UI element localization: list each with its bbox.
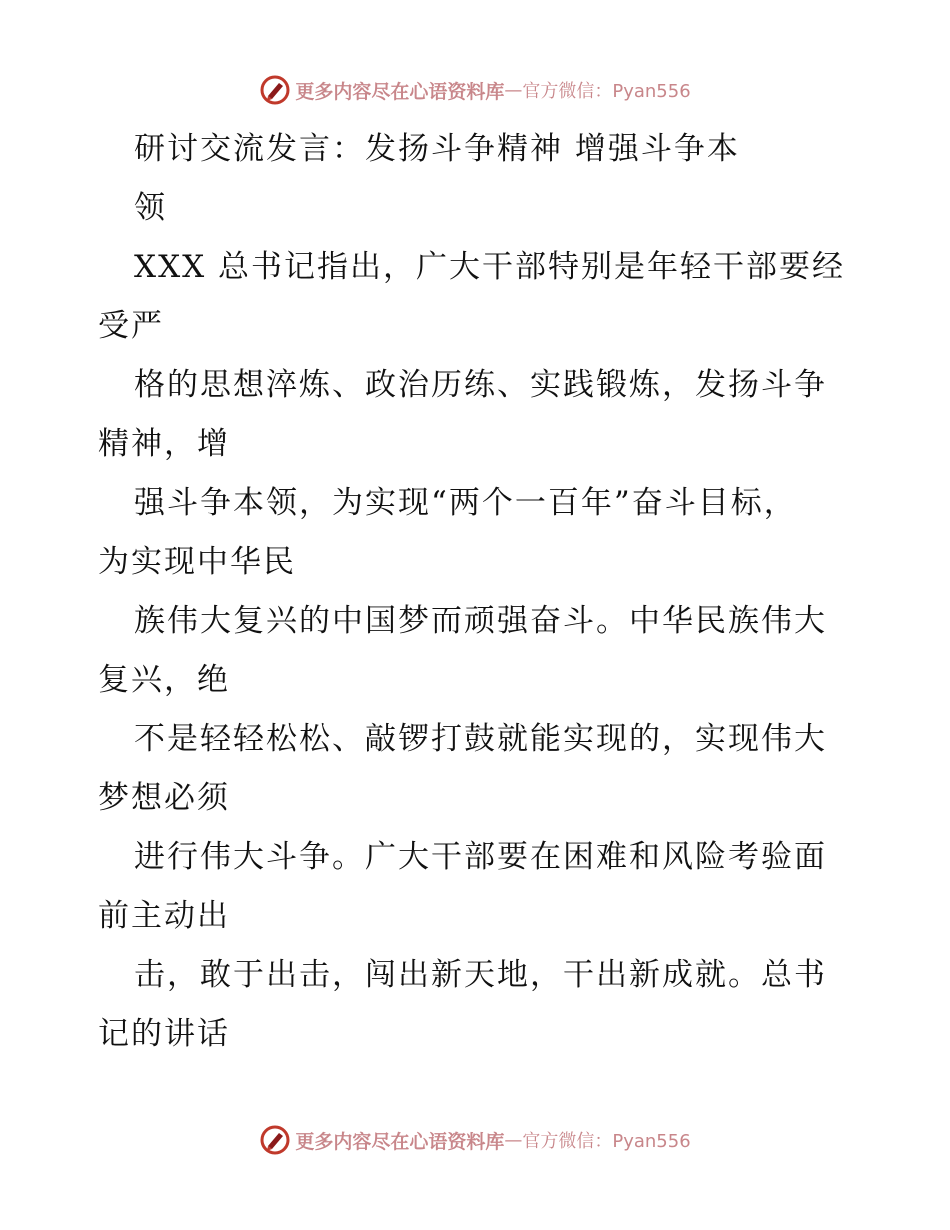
header-watermark — [0, 70, 950, 110]
text-line: 领 — [134, 190, 167, 226]
logo-icon — [259, 74, 291, 106]
watermark-main-text: 更多内容尽在心语资料库 — [295, 80, 505, 103]
watermark-sub-text: 官方微信：Pyan556 — [522, 81, 691, 102]
text-line: 强斗争本领，为实现“两个一百年”奋斗目标， — [134, 485, 797, 521]
text-line: XXX 总书记指出，广大干部特别是年轻干部要经 — [134, 249, 846, 285]
text-line: 梦想必须 — [98, 780, 230, 816]
text-line: 复兴，绝 — [98, 662, 230, 698]
text-line: 记的讲话 — [98, 1016, 230, 1052]
text-line: 研讨交流发言：发扬斗争精神 增强斗争本 — [134, 131, 740, 167]
logo-icon — [259, 1124, 291, 1156]
watermark-main-text: 更多内容尽在心语资料库 — [295, 1130, 505, 1153]
text-line: 受严 — [98, 308, 164, 344]
document-body — [98, 120, 858, 1064]
watermark-dash: — — [504, 79, 523, 101]
text-line: 击，敢于出击，闯出新天地，干出新成就。总书 — [134, 957, 827, 993]
footer-watermark — [0, 1120, 950, 1160]
watermark-sub-text: 官方微信：Pyan556 — [522, 1131, 691, 1152]
text-line: 为实现中华民 — [98, 544, 296, 580]
text-line: 族伟大复兴的中国梦而顽强奋斗。中华民族伟大 — [134, 603, 827, 639]
text-line: 不是轻轻松松、敲锣打鼓就能实现的，实现伟大 — [134, 721, 827, 757]
text-line: 前主动出 — [98, 898, 230, 934]
text-line: 格的思想淬炼、政治历练、实践锻炼，发扬斗争 — [134, 367, 827, 403]
text-line: 精神，增 — [98, 426, 230, 462]
text-line: 进行伟大斗争。广大干部要在困难和风险考验面 — [134, 839, 827, 875]
watermark-dash: — — [504, 1129, 523, 1151]
